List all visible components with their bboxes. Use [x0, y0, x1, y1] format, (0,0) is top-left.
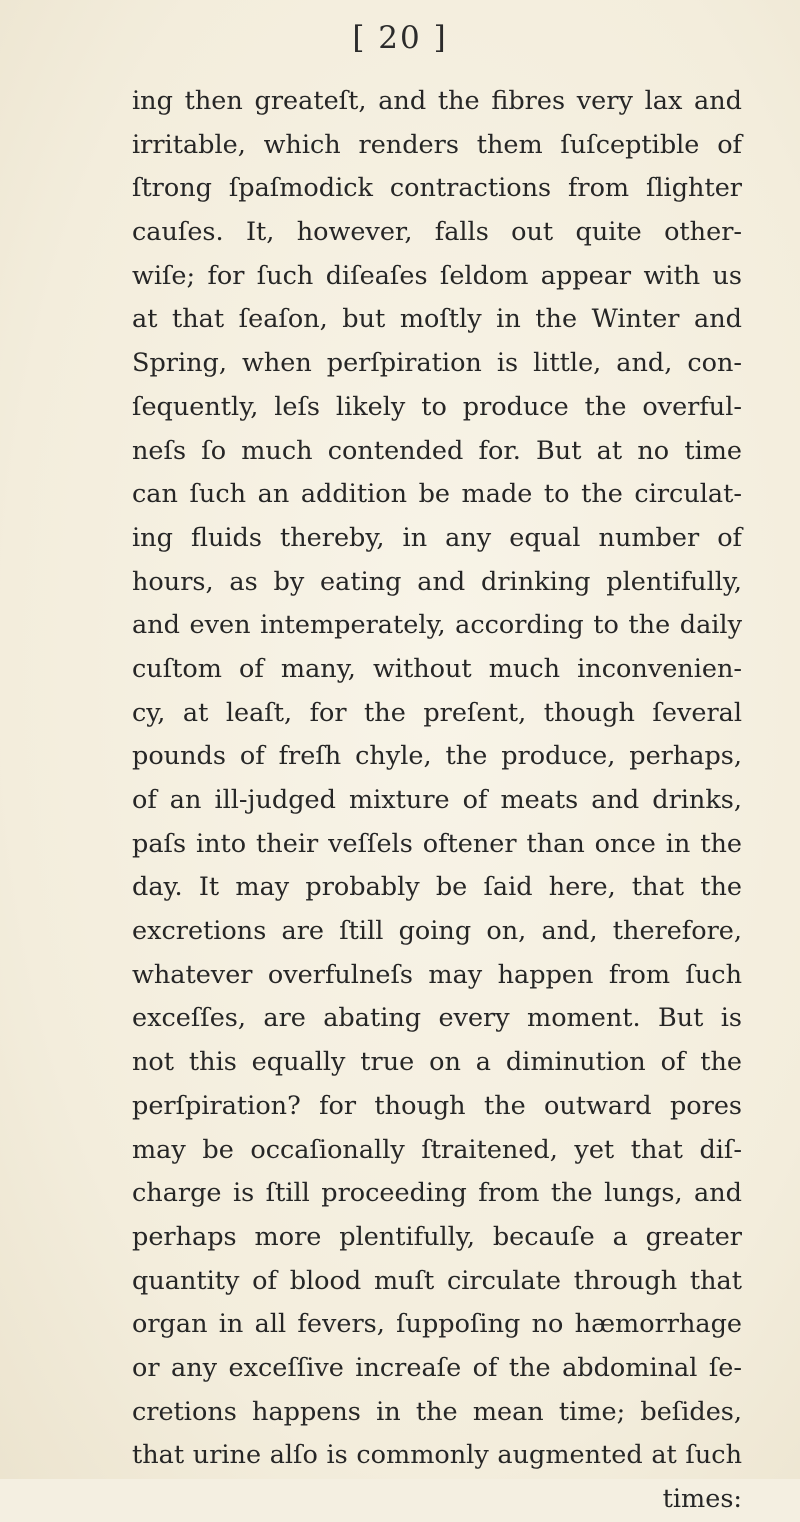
text-line: cretions happens in the mean time; beſides,: [132, 1396, 742, 1427]
text-line: not this equally true on a diminution of the: [132, 1047, 742, 1078]
text-line: may be occaſionally ſtraitened, yet that diſ-: [132, 1134, 742, 1165]
text-line: irritable, which renders them ſuſceptible of: [132, 129, 742, 160]
text-line: whatever overfulneſs may happen from ſuch: [132, 959, 742, 990]
text-line: day. It may probably be ſaid here, that the: [132, 872, 742, 903]
text-line: paſs into their veſſels oftener than once in the: [132, 828, 742, 859]
text-line: and even intemperately, according to the daily: [132, 610, 742, 641]
body-text: [132, 80, 742, 1522]
text-line: or any exceſſive increaſe of the abdominal ſe-: [132, 1352, 742, 1383]
text-line: of an ill-judged mixture of meats and drinks,: [132, 785, 742, 815]
text-line: neſs ſo much contended for. But at no time: [132, 435, 742, 466]
text-line: perhaps more plentifully, becauſe a greater: [132, 1221, 742, 1252]
text-line: charge is ſtill proceeding from the lungs, and: [132, 1178, 742, 1209]
text-line: wiſe; for ſuch diſeaſes ſeldom appear with us: [132, 260, 742, 291]
text-line: quantity of blood muſt circulate through that: [132, 1265, 742, 1296]
text-line: excretions are ſtill going on, and, therefore,: [132, 916, 742, 947]
text-line: cy, at leaſt, for the preſent, though ſeveral: [132, 697, 742, 728]
text-line: ing fluids thereby, in any equal number of: [132, 522, 742, 553]
text-line: perſpiration? for though the outward pores: [132, 1090, 742, 1121]
text-line: cauſes. It, however, falls out quite other-: [132, 217, 742, 248]
text-line: ſequently, leſs likely to produce the overful-: [132, 391, 742, 422]
text-line: that urine alſo is commonly augmented at ſuch: [132, 1440, 742, 1471]
text-line: cuſtom of many, without much inconvenien-: [132, 653, 742, 684]
text-line: exceſſes, are abating every moment. But is: [132, 1003, 742, 1034]
text-line: organ in all fevers, ſuppoſing no hæmorrhage: [132, 1309, 742, 1340]
text-line: hours, as by eating and drinking plentifully,: [132, 566, 742, 597]
text-line: Spring, when perſpiration is little, and, con-: [132, 348, 742, 379]
text-line: at that ſeaſon, but moſtly in the Winter and: [132, 304, 742, 335]
text-line: can ſuch an addition be made to the circulat-: [132, 479, 742, 510]
text-line: ing then greateſt, and the fibres very lax and: [132, 86, 742, 116]
text-line: ſtrong ſpaſmodick contractions from ſlighter: [132, 173, 742, 204]
text-line-catchword: times:: [662, 1484, 742, 1514]
page-number: [ 20 ]: [352, 20, 448, 56]
text-line: pounds of freſh chyle, the produce, perhaps,: [132, 741, 742, 772]
